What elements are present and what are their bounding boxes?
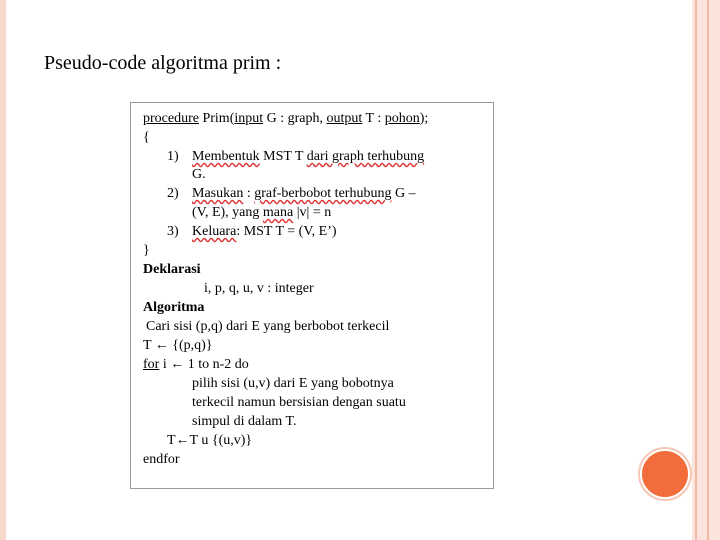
step-2-continuation: (V, E), yang mana |v| = n [192, 205, 332, 220]
code-line: Cari sisi (p,q) dari E yang berbobot terkecil [146, 319, 390, 334]
algorithm-heading: Algoritma [143, 300, 205, 315]
right-border-line [695, 0, 697, 540]
loop-body-line: pilih sisi (u,v) dari E yang bobotnya [192, 376, 394, 391]
loop-body-line: simpul di dalam T. [192, 414, 297, 429]
for-loop-header: for i ← 1 to n-2 do [143, 357, 249, 372]
step-number: 1) [167, 149, 179, 164]
step-2-text: Masukan : graf-berbobot terhubung G – [192, 186, 416, 201]
slide-title: Pseudo-code algoritma prim : [44, 52, 282, 74]
declaration-heading: Deklarasi [143, 262, 201, 277]
declaration-variables: i, p, q, u, v : integer [204, 281, 314, 296]
endfor-line: endfor [143, 452, 180, 467]
loop-body-line: T←T u {(u,v)} [167, 433, 253, 448]
step-3-text: Keluara: MST T = (V, E’) [192, 224, 337, 239]
orange-circle-decoration [640, 449, 690, 499]
code-line: T ← {(p,q)} [143, 338, 213, 353]
left-edge-decoration [0, 0, 6, 540]
pseudocode-box [130, 102, 494, 489]
step-1-continuation: G. [192, 167, 206, 182]
right-border-line [707, 0, 709, 540]
close-brace: } [143, 243, 150, 258]
loop-body-line: terkecil namun bersisian dengan suatu [192, 395, 406, 410]
step-number: 3) [167, 224, 179, 239]
step-number: 2) [167, 186, 179, 201]
open-brace: { [143, 130, 150, 145]
step-1-text: Membentuk MST T dari graph terhubung [192, 149, 425, 164]
procedure-header: procedure Prim(input G : graph, output T : pohon); [143, 111, 429, 126]
